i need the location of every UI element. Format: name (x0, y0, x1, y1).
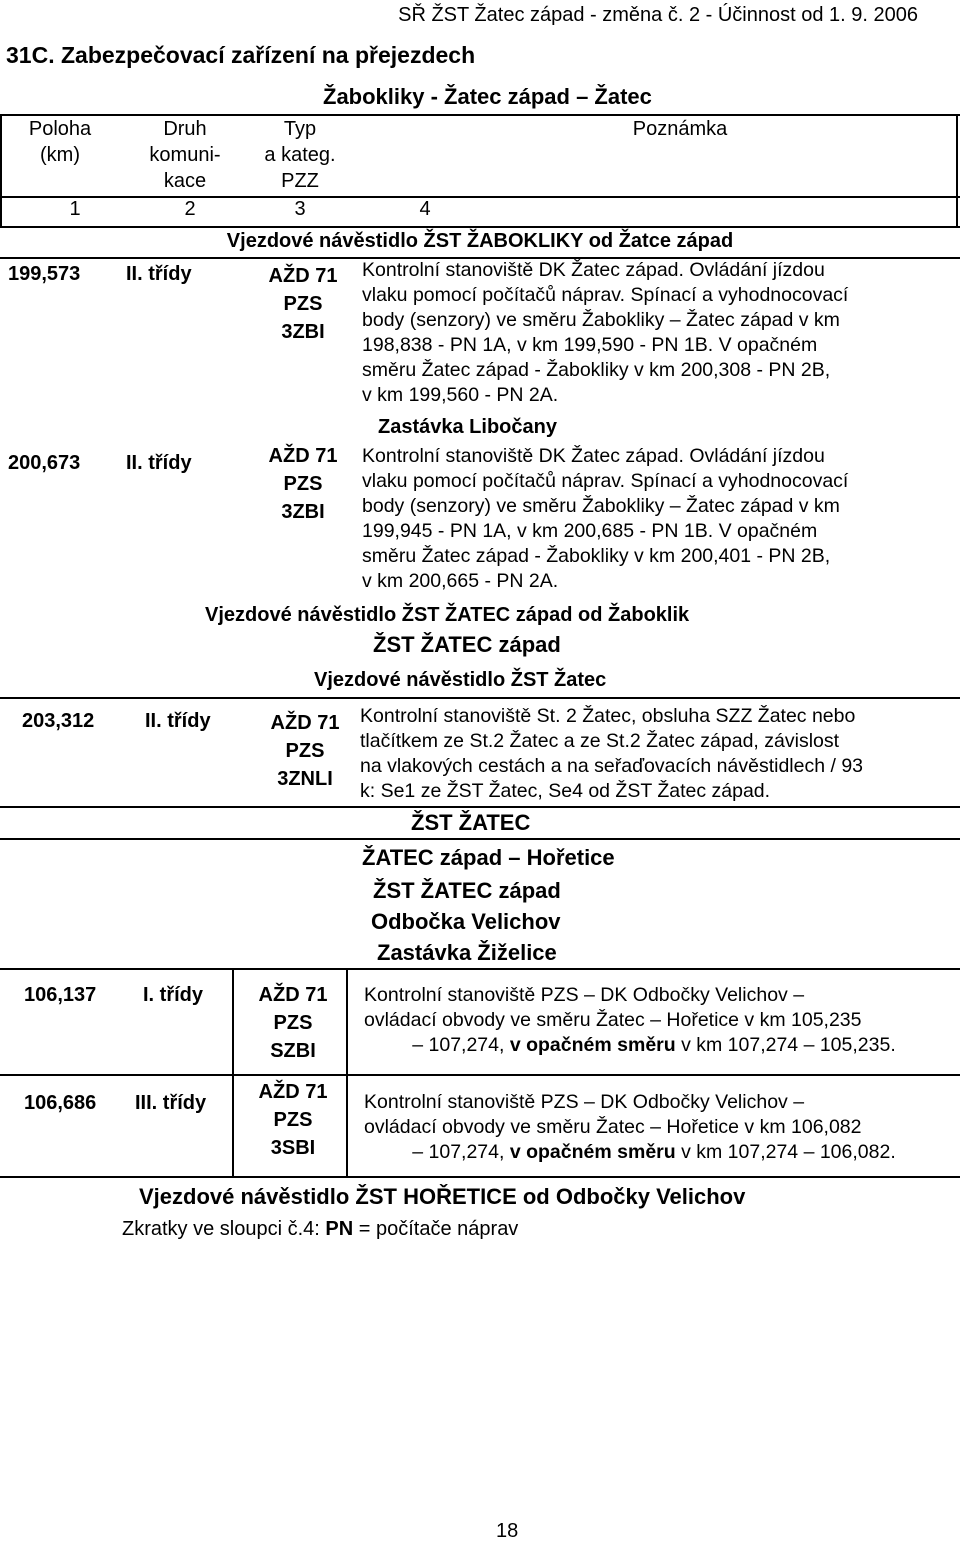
col-header-typ: Typ a kateg. PZZ (264, 118, 336, 192)
col-number-4: 4 (419, 198, 431, 220)
row-note: Kontrolní stanoviště PZS – DK Odbočky Velichov – ovládací obvody ve směru Žatec – Hořetice v km 105,235 – 107,274, v opačném směru v km 107,274 – 105,235. (364, 984, 896, 1056)
row-km: 199,573 (8, 263, 81, 285)
row-border (0, 968, 960, 970)
section-heading: Vjezdové návěstidlo ŽST ŽATEC západ od Žaboklik (205, 604, 690, 626)
col-number-3: 3 (294, 198, 306, 220)
section-heading: Vjezdové návěstidlo ŽST ŽABOKLIKY od Žatce západ (226, 230, 734, 252)
col-header-poloha: Poloha (km) (28, 118, 92, 166)
row-typ: AŽD 71 PZS 3ZBI (268, 265, 338, 343)
station-heading: ŽST ŽATEC západ (373, 632, 561, 657)
row-druh: III. třídy (135, 1092, 207, 1114)
row-typ: AŽD 71 PZS 3ZBI (268, 445, 338, 523)
row-km: 106,686 (24, 1092, 97, 1114)
col-header-poznamka: Poznámka (632, 118, 728, 140)
row-druh: II. třídy (126, 452, 192, 474)
row-note: Kontrolní stanoviště DK Žatec západ. Ovládání jízdou vlaku pomocí počítačů náprav. Spínací a vyhodnocovací body (senzory) ve směru Žabokliky – Žatec západ v km 199,945 - PN 1A, v km 200,685 - PN 1B. V opačném směru Žatec západ - Žabokliky v km 200,401 - PN 2B, v km 200,665 - PN 2A. (362, 445, 849, 592)
col-border-right (956, 114, 958, 226)
row-note: Kontrolní stanoviště PZS – DK Odbočky Velichov – ovládací obvody ve směru Žatec – Hořetice v km 106,082 – 107,274, v opačném směru v km 107,274 – 106,082. (364, 1091, 896, 1163)
col-border (232, 968, 234, 1176)
row-typ: AŽD 71 PZS 3SBI (258, 1081, 328, 1159)
section-divider (0, 697, 960, 699)
header-bottom-border (0, 226, 960, 228)
row-typ: AŽD 71 PZS 3ZNLI (270, 712, 340, 790)
row-druh: II. třídy (145, 710, 211, 732)
section-heading: Zastávka Libočany (378, 416, 557, 438)
col-number-1: 1 (69, 198, 81, 220)
row-typ: AŽD 71 PZS SZBI (258, 984, 328, 1062)
station-heading: ŽST ŽATEC (411, 810, 531, 835)
section-heading: Vjezdové návěstidlo ŽST Žatec (314, 669, 607, 691)
station-heading: ŽST ŽATEC západ (373, 878, 561, 903)
station-heading: Odbočka Velichov (371, 909, 561, 934)
section-divider (0, 838, 960, 840)
section-divider (0, 806, 960, 808)
page-number: 18 (496, 1520, 519, 1542)
abbreviation-note: Zkratky ve sloupci č.4: PN = počítače náprav (122, 1218, 519, 1240)
row-note: Kontrolní stanoviště DK Žatec západ. Ovládání jízdou vlaku pomocí počítačů náprav. Spínací a vyhodnocovací body (senzory) ve směru Žabokliky – Žatec západ v km 198,838 - PN 1A, v km 199,590 - PN 1B. V opačném směru Žatec západ - Žabokliky v km 200,308 - PN 2B, v km 199,560 - PN 2A. (362, 259, 849, 406)
section-heading: Vjezdové návěstidlo ŽST HOŘETICE od Odbočky Velichov (139, 1184, 746, 1209)
col-header-druh: Druh komuni- kace (149, 118, 221, 192)
station-heading: Zastávka Žiželice (377, 940, 557, 965)
row-note: Kontrolní stanoviště St. 2 Žatec, obsluha SZZ Žatec nebo tlačítkem ze St.2 Žatec a ze St.2 Žatec západ, závislost na vlakových cestách a na seřaďovacích návěstidlech / 93 k: Se1 ze ŽST Žatec, Se4 od ŽST Žatec západ. (360, 705, 864, 802)
revision-header: SŘ ŽST Žatec západ - změna č. 2 - Účinnost od 1. 9. 2006 (398, 4, 918, 26)
route-heading: ŽATEC západ – Hořetice (362, 845, 615, 870)
row-km: 203,312 (22, 710, 95, 732)
row-druh: I. třídy (143, 984, 204, 1006)
row-druh: II. třídy (126, 263, 192, 285)
row-km: 106,137 (24, 984, 97, 1006)
row-border (0, 1074, 960, 1076)
header-divider (0, 196, 960, 198)
col-number-2: 2 (184, 198, 196, 220)
route-title: Žabokliky - Žatec západ – Žatec (323, 84, 652, 109)
col-border-left (0, 114, 2, 226)
section-title: 31C. Zabezpečovací zařízení na přejezdech (6, 42, 476, 68)
row-border (0, 1176, 960, 1178)
row-km: 200,673 (8, 452, 81, 474)
